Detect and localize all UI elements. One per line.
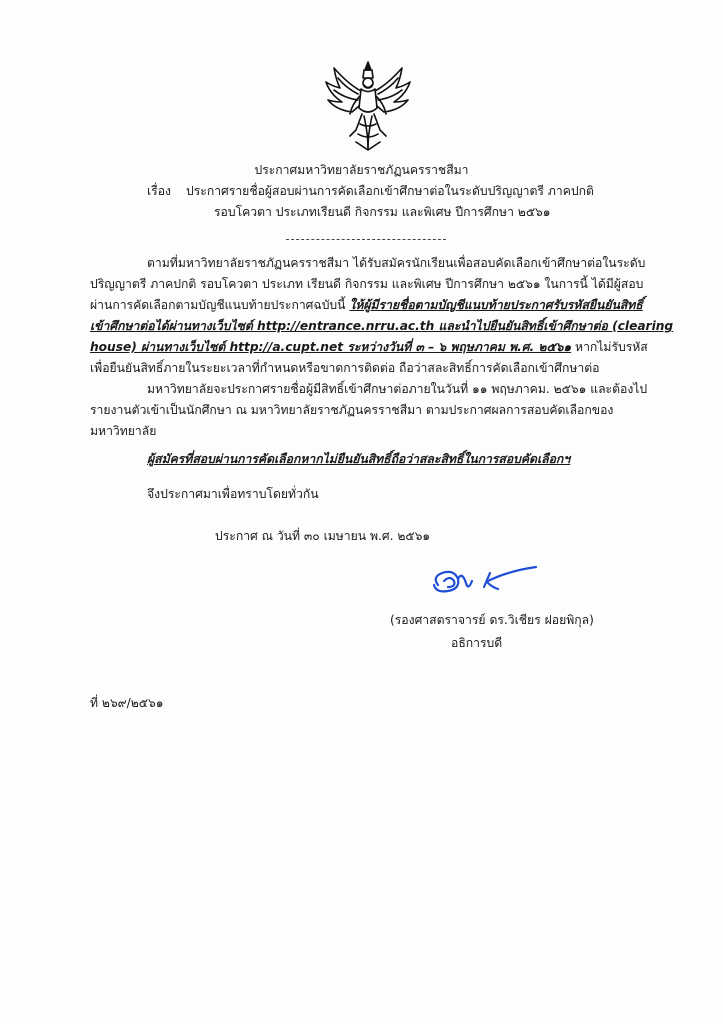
paragraph-1-line-3 [90,296,643,314]
subject-label: เรื่อง [147,184,171,198]
paragraph-1-line-5-plain: หากไม่รับรหัส [571,340,648,354]
announcement-date: ประกาศ ณ วันที่ ๓๐ เมษายน พ.ศ. ๒๕๖๑ [215,529,431,543]
paragraph-1-emphasis-start: ให้ผู้มีรายชื่อตามบัญชีแนบท้ายประกาศรับรหัสยืนยันสิทธิ์ [349,298,643,312]
signatory-name: (รองศาสตราจารย์ ดร.วิเชียร ฝอยพิกุล) [390,613,594,627]
garuda-emblem-icon [320,58,416,154]
closing-statement: จึงประกาศมาเพื่อทราบโดยทั่วกัน [147,487,319,501]
subject-line-2: รอบโควตา ประเภทเรียนดี กิจกรรม และพิเศษ ปีการศึกษา ๒๕๖๑ [214,205,551,219]
paragraph-1-emphasis-website: เข้าศึกษาต่อได้ผ่านทางเว็บไซต์ http://entrance.nrru.ac.th และนำไปยืนยันสิทธิ์เข้าศึกษาต่อ (clearing [90,319,674,333]
paragraph-1-line-2: ปริญญาตรี ภาคปกติ รอบโควตา ประเภท เรียนดี กิจกรรม และพิเศษ ปีการศึกษา ๒๕๖๑ ในการนี้ ได้มีผู้สอบ [90,277,644,291]
paragraph-2-line-3: มหาวิทยาลัย [90,424,157,438]
paragraph-1-line-6: เพื่อยืนยันสิทธิ์ภายในระยะเวลาที่กำหนดหรือขาดการติดต่อ ถือว่าสละสิทธิ์การคัดเลือกเข้าศึกษาต่อ [90,361,600,375]
paragraph-2-line-2: รายงานตัวเข้าเป็นนักศึกษา ณ มหาวิทยาลัยราชภัฏนครราชสีมา ตามประกาศผลการสอบคัดเลือกของ [90,403,614,417]
subject-line-1: ประกาศรายชื่อผู้สอบผ่านการคัดเลือกเข้าศึกษาต่อในระดับปริญญาตรี ภาคปกติ [186,184,594,198]
paragraph-2-line-1: มหาวิทยาลัยจะประกาศรายชื่อผู้มีสิทธิ์เข้าศึกษาต่อภายในวันที่ ๑๑ พฤษภาคม. ๒๕๖๑ และต้องไป [147,382,648,396]
paragraph-3-emphasis: ผู้สมัครที่สอบผ่านการคัดเลือกหากไม่ยืนยันสิทธิ์ถือว่าสละสิทธิ์ในการสอบคัดเลือกฯ [147,452,571,466]
signature-icon [428,563,540,599]
paragraph-1-line-1: ตามที่มหาวิทยาลัยราชภัฏนครราชสีมา ได้รับสมัครนักเรียนเพื่อสอบคัดเลือกเข้าศึกษาต่อในระดับ [147,256,646,270]
paragraph-1-line-3-plain: ผ่านการคัดเลือกตามบัญชีแนบท้ายประกาศฉบับนี้ [90,298,350,312]
reference-number: ที่ ๒๖๙/๒๕๖๑ [90,696,164,710]
header-divider [286,239,446,240]
announcement-heading: ประกาศมหาวิทยาลัยราชภัฏนครราชสีมา [254,163,469,177]
paragraph-1-line-5 [90,338,648,356]
signatory-title: อธิการบดี [451,636,503,650]
paragraph-1-emphasis-dates: house) ผ่านทางเว็บไซต์ http://a.cupt.net ระหว่างวันที่ ๓ – ๖ พฤษภาคม พ.ศ. ๒๕๖๑ [90,340,572,354]
